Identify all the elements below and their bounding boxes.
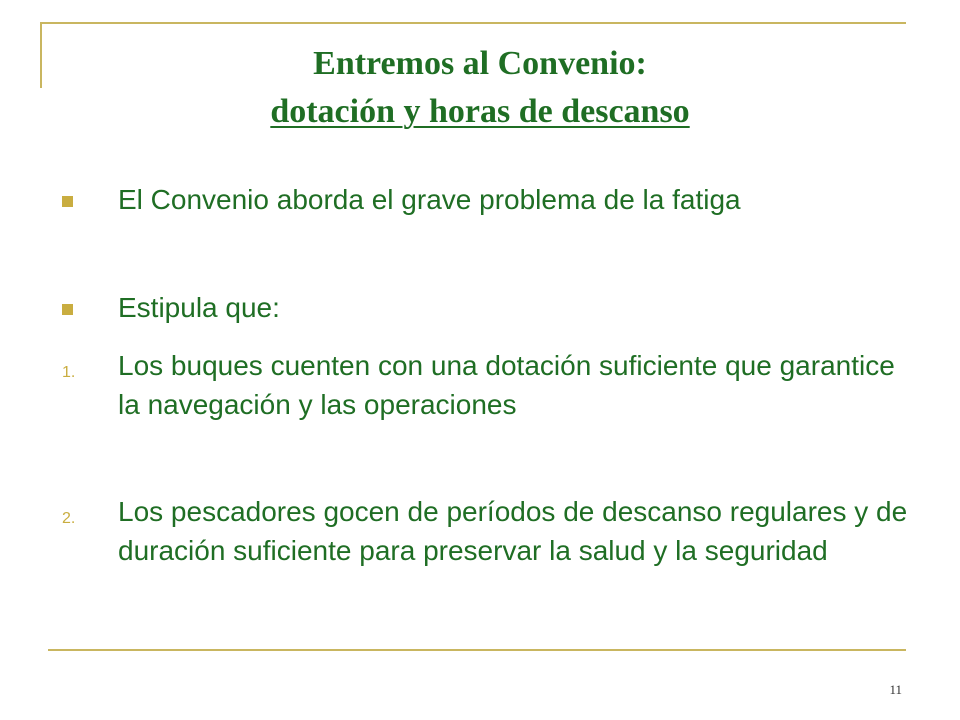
bullet-square-icon <box>62 304 73 315</box>
page-number: 11 <box>889 682 902 697</box>
slide-title <box>0 40 960 136</box>
title-line-2: dotación y horas de descanso <box>270 93 690 130</box>
frame-bottom-rule <box>48 649 906 651</box>
list-number: 2. <box>62 510 76 527</box>
frame-top-rule <box>40 22 906 24</box>
list-item: Los buques cuenten con una dotación suficiente que garantice la navegación y las operaciones <box>118 350 895 420</box>
list-item: El Convenio aborda el grave problema de la fatiga <box>118 184 741 215</box>
bullet-square-icon <box>62 196 73 207</box>
list-item: Los pescadores gocen de períodos de descanso regulares y de duración suficiente para preservar la salud y la seguridad <box>118 496 908 566</box>
list-item: Estipula que: <box>118 292 280 323</box>
list-number: 1. <box>62 364 76 381</box>
title-line-1: Entremos al Convenio: <box>313 45 647 82</box>
